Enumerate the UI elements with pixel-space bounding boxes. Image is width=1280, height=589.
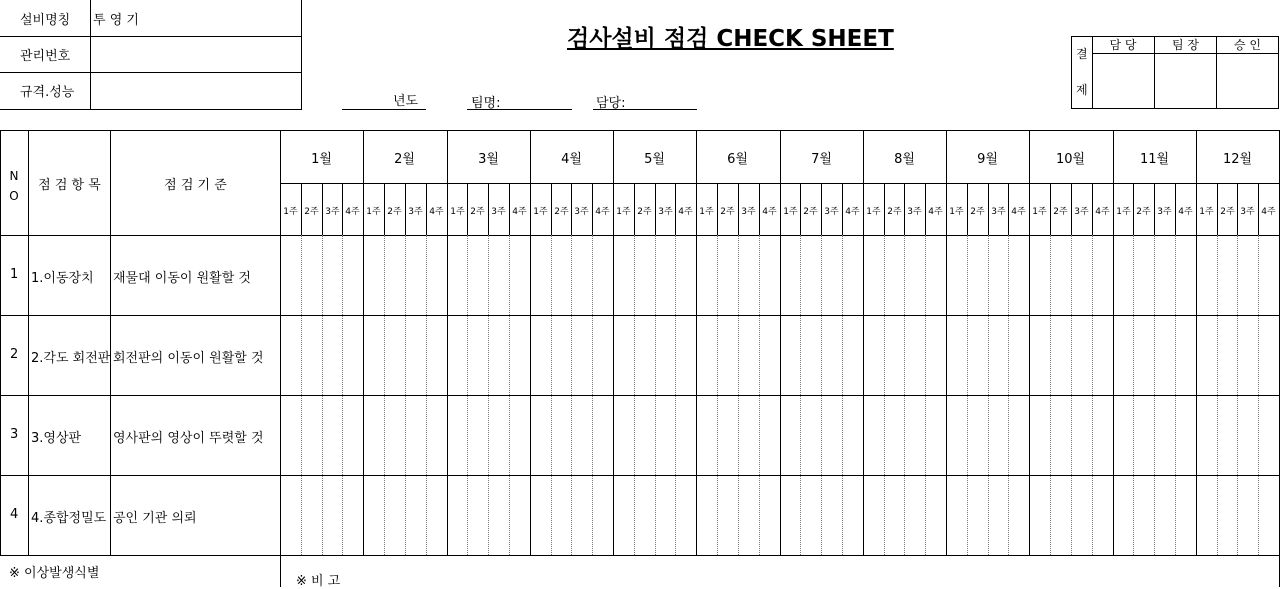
header-item: 점 검 항 목	[38, 178, 101, 193]
week-header: 1주	[616, 207, 631, 217]
approval-col-owner[interactable]	[1092, 37, 1155, 108]
week-divider	[1217, 235, 1218, 555]
week-divider	[301, 235, 302, 555]
team-label: 팀명:	[471, 96, 501, 111]
week-divider	[904, 235, 905, 555]
week-divider	[655, 235, 656, 555]
week-divider	[988, 235, 989, 555]
row-criteria: 회전판의 이동이 원활할 것	[113, 351, 264, 366]
header-criteria: 점 검 기 준	[164, 178, 227, 193]
row-criteria: 재물대 이동이 원활할 것	[113, 271, 251, 286]
approval-col-teamlead[interactable]	[1155, 37, 1217, 108]
week-header: 3주	[741, 207, 756, 217]
week-header: 1주	[533, 207, 548, 217]
week-header: 4주	[1178, 207, 1193, 217]
week-divider	[1133, 235, 1134, 555]
grid-line	[613, 130, 614, 555]
week-divider	[467, 235, 468, 555]
week-divider	[1008, 235, 1009, 555]
grid-line	[863, 130, 864, 555]
week-divider	[384, 235, 385, 555]
week-header: 4주	[762, 207, 777, 217]
week-header: 2주	[304, 207, 319, 217]
week-header: 1주	[283, 207, 298, 217]
week-header: 3주	[658, 207, 673, 217]
week-header: 4주	[345, 207, 360, 217]
grid-line	[0, 475, 1280, 476]
week-header: 3주	[1240, 207, 1255, 217]
week-header: 3주	[408, 207, 423, 217]
info-row-number	[0, 36, 301, 73]
grid-line	[363, 130, 364, 555]
approval-side-top: 결	[1076, 47, 1088, 61]
grid-line	[1029, 130, 1030, 555]
grid-line	[0, 130, 1, 555]
month-header: 6월	[727, 152, 748, 167]
row-no: 2	[10, 347, 19, 362]
inspection-table	[0, 130, 1280, 587]
grid-line	[280, 130, 281, 587]
approval-col-header: 승 인	[1217, 37, 1278, 54]
week-header: 2주	[470, 207, 485, 217]
week-header: 3주	[824, 207, 839, 217]
week-header: 4주	[928, 207, 943, 217]
week-divider	[717, 235, 718, 555]
month-header: 10월	[1055, 152, 1086, 167]
info-label: 설비명칭	[0, 0, 91, 36]
week-header: 1주	[783, 207, 798, 217]
week-divider	[1071, 235, 1072, 555]
row-item: 2.각도 회전판	[31, 351, 111, 366]
week-header: 4주	[595, 207, 610, 217]
week-header: 2주	[887, 207, 902, 217]
grid-line	[0, 395, 1280, 396]
week-header: 1주	[366, 207, 381, 217]
year-field[interactable]	[342, 89, 426, 110]
header-no: N O	[9, 169, 19, 203]
grid-line	[946, 130, 947, 555]
week-header: 4주	[678, 207, 693, 217]
row-no: 1	[10, 267, 19, 282]
week-divider	[488, 235, 489, 555]
week-divider	[1258, 235, 1259, 555]
week-header: 1주	[450, 207, 465, 217]
owner-label: 담당:	[596, 96, 626, 111]
row-no: 4	[10, 507, 19, 522]
team-field[interactable]	[467, 89, 572, 110]
approval-box	[1071, 36, 1279, 109]
info-value[interactable]: 투 영 기	[93, 12, 139, 28]
week-divider	[884, 235, 885, 555]
week-header: 3주	[1074, 207, 1089, 217]
grid-line	[1196, 130, 1197, 555]
month-header: 4월	[561, 152, 582, 167]
week-divider	[759, 235, 760, 555]
week-divider	[800, 235, 801, 555]
grid-line	[28, 130, 29, 555]
week-divider	[738, 235, 739, 555]
row-criteria: 공인 기관 의뢰	[113, 511, 197, 526]
month-header: 1월	[311, 152, 332, 167]
week-divider	[675, 235, 676, 555]
week-header: 4주	[1095, 207, 1110, 217]
grid-line	[110, 130, 111, 555]
month-header: 8월	[894, 152, 915, 167]
week-divider	[509, 235, 510, 555]
month-header: 11월	[1139, 152, 1170, 167]
week-header: 1주	[699, 207, 714, 217]
grid-line	[0, 235, 1280, 236]
week-divider	[1050, 235, 1051, 555]
week-header: 4주	[845, 207, 860, 217]
owner-field[interactable]	[593, 89, 697, 110]
week-divider	[967, 235, 968, 555]
footer-remarks-label: ※ 비 고	[296, 574, 341, 589]
year-label: 년도	[393, 94, 419, 109]
week-header: 2주	[1220, 207, 1235, 217]
week-divider	[821, 235, 822, 555]
grid-line	[447, 130, 448, 555]
week-divider	[571, 235, 572, 555]
week-header: 1주	[866, 207, 881, 217]
grid-line	[780, 130, 781, 555]
week-header: 4주	[1011, 207, 1026, 217]
month-header: 7월	[811, 152, 832, 167]
week-header: 2주	[554, 207, 569, 217]
week-divider	[551, 235, 552, 555]
info-label: 관리번호	[0, 36, 91, 72]
row-item: 1.이동장치	[31, 271, 94, 286]
month-header: 12월	[1222, 152, 1253, 167]
week-header: 1주	[1199, 207, 1214, 217]
week-header: 1주	[1116, 207, 1131, 217]
week-divider	[1154, 235, 1155, 555]
week-header: 3주	[991, 207, 1006, 217]
grid-line	[0, 315, 1280, 316]
week-header: 2주	[387, 207, 402, 217]
week-divider	[322, 235, 323, 555]
week-header: 2주	[720, 207, 735, 217]
week-divider	[1237, 235, 1238, 555]
info-label: 규격.성능	[0, 72, 91, 109]
week-header: 3주	[1157, 207, 1172, 217]
week-header: 1주	[1032, 207, 1047, 217]
grid-line	[1113, 130, 1114, 555]
grid-line	[696, 130, 697, 555]
week-divider	[1092, 235, 1093, 555]
week-header: 3주	[491, 207, 506, 217]
equipment-info-box	[0, 0, 302, 110]
month-header: 5월	[644, 152, 665, 167]
week-divider	[426, 235, 427, 555]
month-header: 9월	[977, 152, 998, 167]
week-divider	[842, 235, 843, 555]
info-row-spec	[0, 72, 301, 109]
row-no: 3	[10, 427, 19, 442]
week-header: 2주	[803, 207, 818, 217]
week-divider	[342, 235, 343, 555]
week-header: 4주	[429, 207, 444, 217]
grid-line	[530, 130, 531, 555]
week-divider	[405, 235, 406, 555]
grid-line	[0, 130, 1280, 131]
week-divider	[592, 235, 593, 555]
month-header: 2월	[394, 152, 415, 167]
week-header: 2주	[637, 207, 652, 217]
row-criteria: 영사판의 영상이 뚜렷할 것	[113, 431, 264, 446]
approval-col-header: 팀 장	[1155, 37, 1216, 54]
week-header: 2주	[970, 207, 985, 217]
week-header: 1주	[949, 207, 964, 217]
page-title: 검사설비 점검 CHECK SHEET	[567, 26, 894, 52]
approval-col-header: 담 당	[1092, 37, 1154, 54]
week-header: 2주	[1053, 207, 1068, 217]
footer-abnormal-label: ※ 이상발생식별	[9, 566, 100, 581]
grid-line	[0, 555, 1280, 556]
week-header: 3주	[574, 207, 589, 217]
month-header: 3월	[478, 152, 499, 167]
week-header: 3주	[907, 207, 922, 217]
row-item: 4.종합정밀도	[31, 511, 107, 526]
week-divider	[1175, 235, 1176, 555]
approval-side	[1072, 37, 1093, 108]
approval-col-approve[interactable]	[1217, 37, 1278, 108]
week-header: 2주	[1136, 207, 1151, 217]
week-header: 3주	[325, 207, 340, 217]
week-header: 4주	[512, 207, 527, 217]
row-item: 3.영상판	[31, 431, 82, 446]
week-divider	[634, 235, 635, 555]
week-divider	[925, 235, 926, 555]
info-row-name	[0, 0, 301, 37]
week-header: 4주	[1261, 207, 1276, 217]
approval-side-bottom: 제	[1076, 83, 1088, 97]
